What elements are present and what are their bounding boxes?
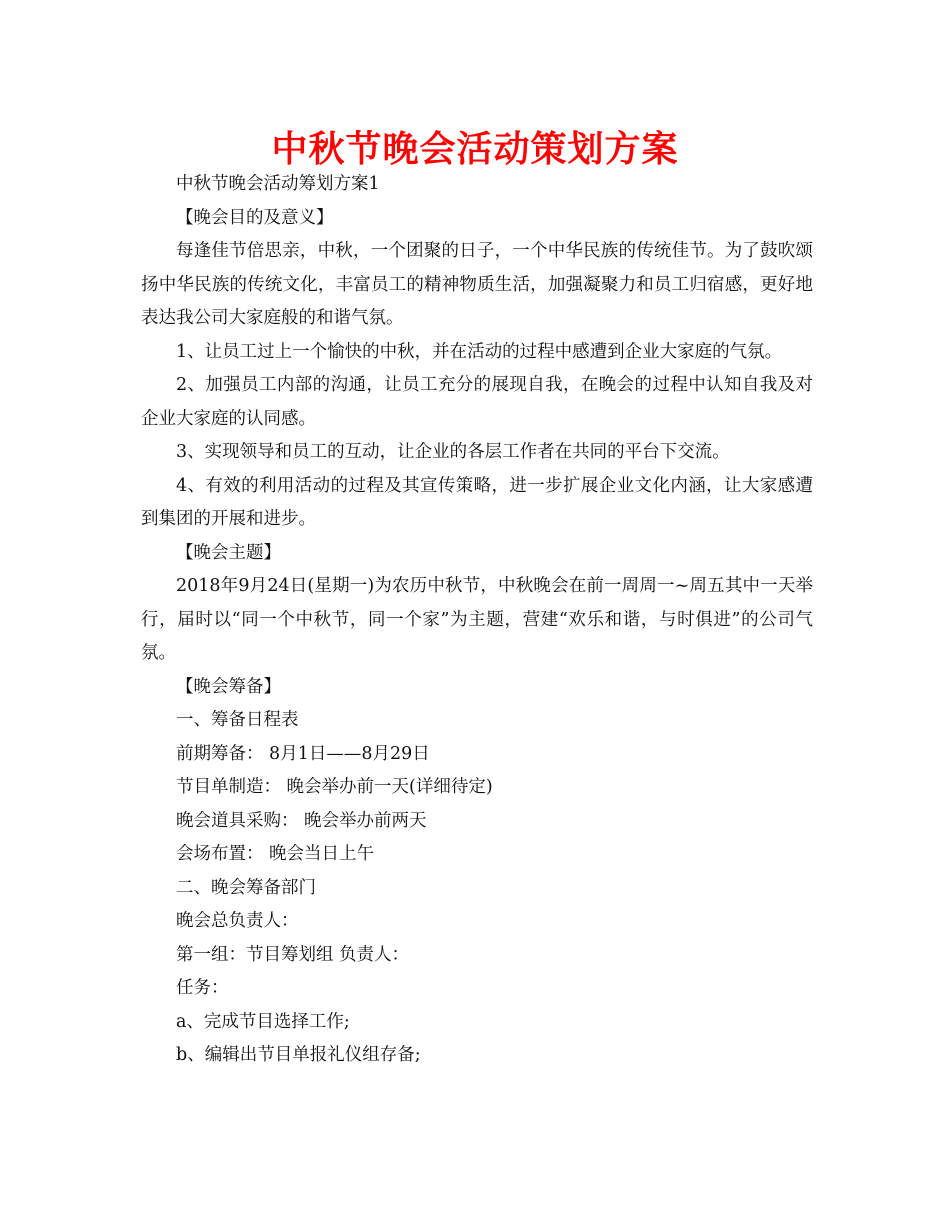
list-item-goal-1: 1、让员工过上一个愉快的中秋，并在活动的过程中感遭到企业大家庭的气氛。 [176,341,783,362]
paragraph-intro: 每逢佳节倍思亲，中秋，一个团聚的日子，一个中华民族的传统佳节。为了鼓吹颂扬中华民族的传统文化，丰富员工的精神物质生活，加强凝聚力和员工归宿感，更好地表达我公司大家庭般的和谐气氛。 [141,241,813,328]
section-heading-preparation: 【晚会筹备】 [176,676,281,697]
task-item-a: a、完成节目选择工作; [176,1011,350,1032]
list-item-goal-2: 2、加强员工内部的沟通，让员工充分的展现自我，在晚会的过程中认知自我及对企业大家庭的认同感。 [141,375,813,429]
schedule-item-venue: 会场布置： 晚会当日上午 [176,844,375,864]
section-heading-theme: 【晚会主题】 [176,542,281,563]
subheading-departments: 二、晚会筹备部门 [176,877,316,898]
schedule-item-program-list: 节目单制造： 晚会举办前一天(详细待定) [176,777,493,797]
document-title: 中秋节晚会活动策划方案 [271,129,679,170]
line-group-1: 第一组：节目筹划组 负责人： [176,944,410,965]
doc-subtitle: 中秋节晚会活动筹划方案1 [176,174,380,194]
line-tasks: 任务： [176,978,229,998]
schedule-item-props: 晚会道具采购： 晚会举办前两天 [176,810,427,831]
task-item-b: b、编辑出节目单报礼仪组存备; [176,1045,421,1065]
schedule-item-early-prep: 前期筹备： 8月1日——8月29日 [176,743,430,764]
line-chief: 晚会总负责人： [176,911,299,931]
section-heading-purpose: 【晚会目的及意义】 [176,207,334,228]
document-body [141,168,813,1073]
list-item-goal-4: 4、有效的利用活动的过程及其宣传策略，进一步扩展企业文化内涵，让大家感遭到集团的开展和进步。 [141,475,813,529]
list-item-goal-3: 3、实现领导和员工的互动，让企业的各层工作者在共同的平台下交流。 [176,442,730,462]
subheading-schedule: 一、筹备日程表 [176,710,299,730]
paragraph-theme: 2018年9月24日(星期一)为农历中秋节，中秋晚会在前一周周一~周五其中一天举行，届时以“同一个中秋节，同一个家”为主题，营建“欢乐和谐，与时俱进”的公司气氛。 [141,576,813,663]
